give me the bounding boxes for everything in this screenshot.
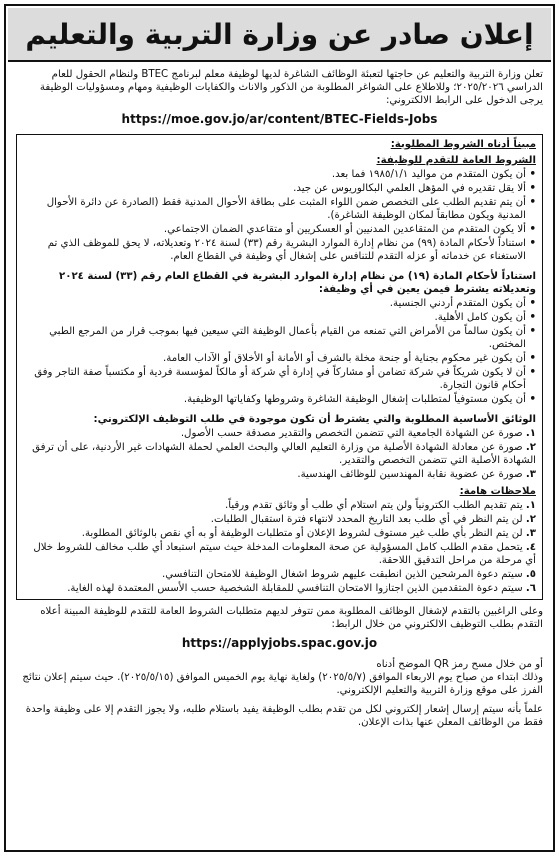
qr-paragraph: أو من خلال مسح رمز QR الموضح أدناه bbox=[376, 659, 543, 670]
important-notes-title: ملاحظات هامة: bbox=[459, 486, 536, 497]
general-conditions-list bbox=[23, 168, 536, 263]
list-item: • ألا يقل تقديره في المؤهل العلمي البكالوريوس عن جيد. bbox=[23, 182, 536, 195]
list-item: • أن لا يكون شريكاً في شركة تضامن أو مشاركاً في إدارة أي شركة أو مالكاً لمؤسسة فردية أو مكتسباً صفة التاجر وفق أحكام قانون التجارة. bbox=[23, 366, 536, 392]
required-documents-list bbox=[23, 427, 536, 481]
closing-paragraph: علماً بأنه سيتم إرسال إشعار إلكتروني لكل من تقدم بطلب الوظيفة يفيد باستلام طلبه، ولا يجوز التقدم إلا على وظيفة واحدة فقط من الوظائف المعلن عنها بذات الإعلان. bbox=[25, 704, 543, 728]
list-item: • ألا يكون المتقدم من المتقاعدين المدنيين أو العسكريين أو متقاعدي الضمان الاجتماعي. bbox=[23, 223, 536, 236]
list-item: • أن يكون كامل الأهلية. bbox=[23, 311, 536, 324]
apply-paragraph: وعلى الراغبين بالتقدم لإشغال الوظائف المطلوبة ممن تتوفر لديهم متطلبات الشروط العامة للتقدم للوظيفة المبينة أعلاه التقدم بطلب التوظيف الالكتروني من خلال الرابط: bbox=[40, 606, 543, 630]
list-item: ٣. لن يتم النظر بأي طلب غير مستوف لشروط الإعلان أو متطلبات الوظيفة أو به أي نقص بالوثائق المطلوبة. bbox=[81, 528, 536, 539]
announcement-body bbox=[6, 62, 553, 729]
list-item: ٤. يتحمل مقدم الطلب كامل المسؤولية عن صحة المعلومات المدخلة حيث سيتم استبعاد أي طلب مخالف للشروط خلال أي مرحلة من مراحل التدقيق اللاحقة. bbox=[33, 542, 536, 566]
apply-jobs-link[interactable]: https://applyjobs.spac.gov.jo bbox=[181, 636, 378, 650]
announcement-page bbox=[4, 4, 555, 852]
list-item: ٣. صورة عن عضوية نقابة المهندسين للوظائف الهندسية. bbox=[297, 469, 536, 480]
list-item: ٢. صورة عن معادلة الشهادة الأصلية من وزارة التعليم العالي والبحث العلمي لحملة الشهادات غير الأردنية، على أن ترفق الشهادة الأصلية التي تتضمن التخصص والتقدير. bbox=[32, 442, 536, 466]
announcement-header bbox=[8, 8, 551, 62]
list-item: • أن يكون المتقدم أردني الجنسية. bbox=[23, 297, 536, 310]
general-conditions-title: الشروط العامة للتقدم للوظيفة: bbox=[376, 155, 536, 166]
list-item: • أن يكون غير محكوم بجناية أو جنحة مخلة بالشرف أو الأمانة أو الأخلاق أو الآداب العامة. bbox=[23, 352, 536, 365]
list-item: ١. يتم تقديم الطلب الكترونياً ولن يتم استلام أي طلب أو وثائق تقدم ورقياً. bbox=[225, 500, 536, 511]
list-item: • أن يكون المتقدم من مواليد ١٩٨٥/١/١ فما بعد. bbox=[23, 168, 536, 181]
article-19-list bbox=[23, 297, 536, 406]
announcement-title: إعلان صادر عن وزارة التربية والتعليم bbox=[25, 17, 534, 51]
list-item: • أن يكون مستوفياً لمتطلبات إشغال الوظيفة الشاغرة وشروطها وكفاياتها الوظيفية. bbox=[23, 393, 536, 406]
moe-jobs-link[interactable]: https://moe.gov.jo/ar/content/BTEC-Fields-Jobs bbox=[121, 112, 438, 126]
list-item: ٢. لن يتم النظر في أي طلب بعد التاريخ المحدد لانتهاء فترة استقبال الطلبات. bbox=[210, 514, 536, 525]
conditions-title: مبيناً أدناه الشروط المطلوبة: bbox=[390, 139, 536, 150]
list-item: ١. صورة عن الشهادة الجامعية التي تتضمن التخصص والتقدير مصدقة حسب الأصول. bbox=[180, 428, 536, 439]
list-item: ٦. سيتم دعوة المتقدمين الذين اجتازوا الامتحان التنافسي للمقابلة الشخصية حسب الأسس المعتمدة لهذه الغاية. bbox=[67, 583, 536, 594]
important-notes-list bbox=[23, 499, 536, 595]
conditions-box bbox=[16, 134, 543, 600]
required-documents-title: الوثائق الأساسية المطلوبة والتي يشترط أن تكون موجودة في طلب التوظيف الإلكتروني: bbox=[93, 414, 536, 425]
list-item: • أن يكون سالماً من الأمراض التي تمنعه من القيام بأعمال الوظيفة التي سيعين فيها بموجب قرار من المرجع الطبي المختص. bbox=[23, 325, 536, 351]
article-19-title: استناداً لأحكام المادة (١٩) من نظام إدارة الموارد البشرية في القطاع العام رقم (٣٣) لسنة ٢٠٢٤ وتعديلاته يشترط فيمن يعين في أي وظيفة: bbox=[59, 271, 536, 295]
application-period-paragraph: وذلك ابتداء من صباح يوم الاربعاء الموافق (٢٠٢٥/٥/٧) ولغاية نهاية يوم الخميس الموافق (٢٠٢٥/٥/١٥). حيث سيتم إعلان نتائج الفرز على موقع وزارة التربية والتعليم الإلكتروني. bbox=[22, 672, 543, 696]
intro-paragraph: تعلن وزارة التربية والتعليم عن حاجتها لتعبئة الوظائف الشاغرة لديها لوظيفة معلم لبرنامج BTEC ولنظام الحقول للعام الدراسي ٢٠٢٥/٢٠٢٦؛ وللاطلاع على الشواغر المطلوبة من الذكور والاناث والكفايات الوظيفية ومهام ومسؤوليات الوظيفة يرجى الدخول على الرابط الالكتروني: bbox=[39, 69, 543, 106]
list-item: ٥. سيتم دعوة المرشحين الذين انطبقت عليهم شروط اشغال الوظيفة للامتحان التنافسي. bbox=[162, 569, 536, 580]
list-item: • أن يتم تقديم الطلب على التخصص ضمن اللواء المثبت على بطاقة الأحوال المدنية فقط (الصادرة عن دائرة الأحوال المدنية ويكون مطابقاً لمكان الوظيفة الشاغرة). bbox=[23, 196, 536, 222]
list-item: • استناداً لأحكام المادة (٩٩) من نظام إدارة الموارد البشرية رقم (٣٣) لسنة ٢٠٢٤ وتعديلاته، لا يحق للموظف الذي تم الاستغناء عن خدماته أو عزله التقدم للتنافس على إشغال أي وظيفة في القطاع العام. bbox=[23, 237, 536, 263]
